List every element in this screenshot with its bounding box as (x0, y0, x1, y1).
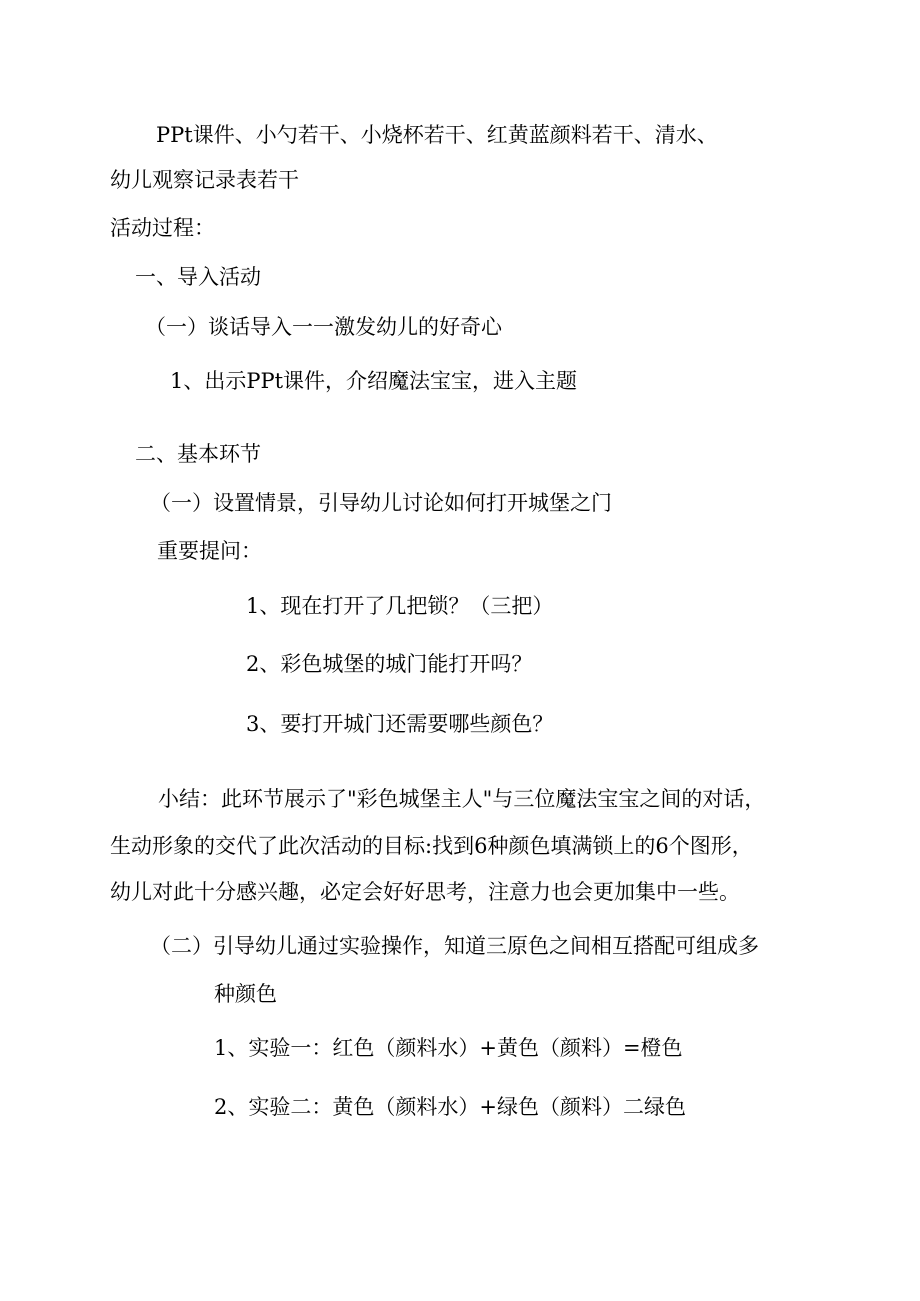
subsection-experiment-heading-cont: 种颜色 (214, 982, 277, 1006)
experiment-1: 1、实验一：红色（颜料水）+黄色（颜料）=橙色 (214, 1036, 683, 1060)
summary-line-3: 幼儿对此十分感兴趣，必定会好好思考，注意力也会更加集中一些。 (110, 880, 740, 904)
question-3: 3、要打开城门还需要哪些颜色？ (246, 712, 554, 736)
step-show-ppt: 1、出示PPt课件，介绍魔法宝宝，进入主题 (170, 369, 578, 393)
activity-process-heading: 活动过程： (110, 216, 215, 240)
subsection-one-heading: （一）谈话导入一一激发幼儿的好奇心 (145, 315, 502, 339)
summary-line-1: 小结：此环节展示了"彩色城堡主人"与三位魔法宝宝之间的对话， (158, 787, 766, 811)
key-questions-label: 重要提问： (157, 539, 262, 563)
section-one-heading: 一、导入活动 (135, 265, 261, 289)
materials-line-1: PPt课件、小勺若干、小烧杯若干、红黄蓝颜料若干、清水、 (156, 123, 718, 147)
summary-line-2: 生动形象的交代了此次活动的目标:找到6种颜色填满锁上的6个图形， (110, 834, 753, 858)
section-two-heading: 二、基本环节 (135, 442, 261, 466)
subsection-scenario-heading: （一）设置情景，引导幼儿讨论如何打开城堡之门 (150, 491, 612, 515)
materials-line-2: 幼儿观察记录表若干 (110, 168, 299, 192)
question-1: 1、现在打开了几把锁？（三把） (246, 594, 554, 618)
question-2: 2、彩色城堡的城门能打开吗？ (246, 652, 533, 676)
experiment-2: 2、实验二：黄色（颜料水）+绿色（颜料）二绿色 (214, 1095, 686, 1119)
subsection-experiment-heading: （二）引导幼儿通过实验操作，知道三原色之间相互搭配可组成多 (150, 934, 759, 958)
